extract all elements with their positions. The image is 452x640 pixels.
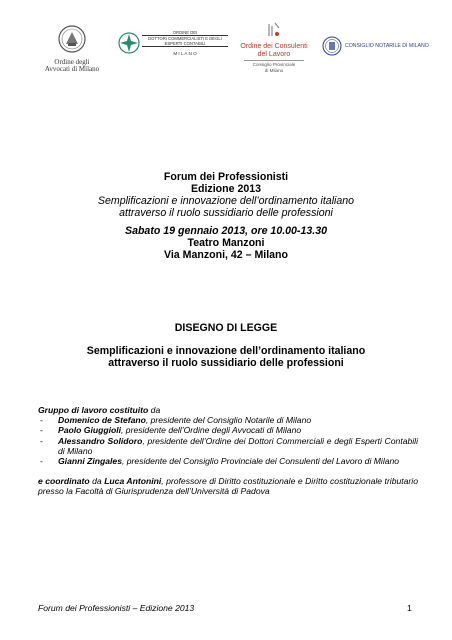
- consulenti-title2: del Lavoro: [257, 50, 291, 58]
- bill-subtitle-line1: Semplificazioni e innovazione dell’ordinamento italiano: [86, 345, 366, 357]
- bill-title: DISEGNO DI LEGGE: [174, 322, 278, 334]
- list-dash: -: [40, 435, 43, 446]
- commercialisti-emblem-icon: [118, 32, 140, 54]
- group-intro: [38, 405, 418, 415]
- event-address: Via Manzoni, 42 – Milano: [163, 249, 289, 261]
- group-intro-label: Gruppo di lavoro costituito: [38, 405, 149, 415]
- group-intro-da: da: [148, 405, 161, 415]
- list-dash: -: [40, 456, 43, 467]
- notarile-text: CONSIGLIO NOTARILE DI MILANO: [345, 43, 429, 49]
- forum-theme-line2: attraverso il ruolo sussidiario delle professioni: [119, 207, 333, 219]
- notarile-seal-icon: [322, 36, 342, 56]
- logo-consulenti-lavoro: [236, 22, 312, 73]
- member-role: , presidente del Consiglio Provinciale dei Consulenti del Lavoro di Milano: [122, 456, 400, 467]
- coord-label: e coordinato: [38, 476, 90, 487]
- forum-title: Forum dei Professionisti: [163, 171, 289, 183]
- logo-bar: [0, 22, 452, 78]
- coordinator: [38, 476, 418, 496]
- avvocati-line1: Ordine degli: [54, 58, 90, 66]
- consulenti-sub1: Consiglio Provinciale: [252, 62, 296, 68]
- bill-subtitle-line2: attraverso il ruolo sussidiario delle professioni: [108, 357, 344, 369]
- member-role: , presidente dell’Ordine dei Dottori Commerciali e degli Esperti Contabili di Milano: [58, 435, 418, 456]
- list-dash: -: [40, 415, 43, 426]
- member-name: Gianni Zingales: [58, 456, 122, 467]
- consulenti-sub2: di Milano: [264, 67, 284, 73]
- commercialisti-line1: ORDINE DEI: [172, 30, 198, 35]
- consulenti-title1: Ordine dei Consulenti: [240, 43, 308, 50]
- page-number: 1: [407, 603, 412, 613]
- coord-rest: , professore di Diritto costituzionale e Diritto costituzionale tributario presso la Facoltà di Giurisprudenza dell’Università di Padova: [38, 476, 418, 497]
- commercialisti-line4: M I L A N O: [173, 51, 197, 56]
- forum-edition: Edizione 2013: [190, 183, 262, 195]
- coord-name: Luca Antonini: [104, 476, 162, 487]
- member-name: Alessandro Solidoro: [58, 435, 143, 446]
- member-name: Domenico de Stefano: [58, 415, 146, 426]
- event-date: Sabato 19 gennaio 2013, ore 10.00-13.30: [125, 225, 327, 237]
- forum-theme-line1: Semplificazioni e innovazione dell’ordinamento italiano: [97, 195, 355, 207]
- group-member: [38, 415, 418, 425]
- member-role: , presidente dell’Ordine degli Avvocati di Milano: [121, 425, 302, 436]
- avvocati-seal-icon: [36, 24, 108, 54]
- commercialisti-line2: DOTTORI COMMERCIALISTI E DEGLI: [148, 36, 222, 41]
- member-name: Paolo Giuggioli: [58, 425, 122, 436]
- list-dash: -: [40, 425, 43, 436]
- group-member: [38, 456, 418, 466]
- event-venue: Teatro Manzoni: [187, 237, 265, 249]
- group-member: [38, 425, 418, 435]
- avvocati-line2: Avvocati di Milano: [44, 65, 100, 74]
- member-role: , presidente del Consiglio Notarile di Milano: [145, 415, 312, 426]
- logo-ordine-avvocati: [36, 24, 108, 74]
- consulenti-mark-icon: [236, 22, 312, 38]
- working-group: [38, 405, 418, 497]
- footer-text: Forum dei Professionisti – Edizione 2013: [38, 603, 195, 613]
- coord-da: da: [89, 476, 105, 487]
- group-member: [38, 436, 418, 456]
- commercialisti-line3: ESPERTI CONTABILI: [164, 41, 206, 46]
